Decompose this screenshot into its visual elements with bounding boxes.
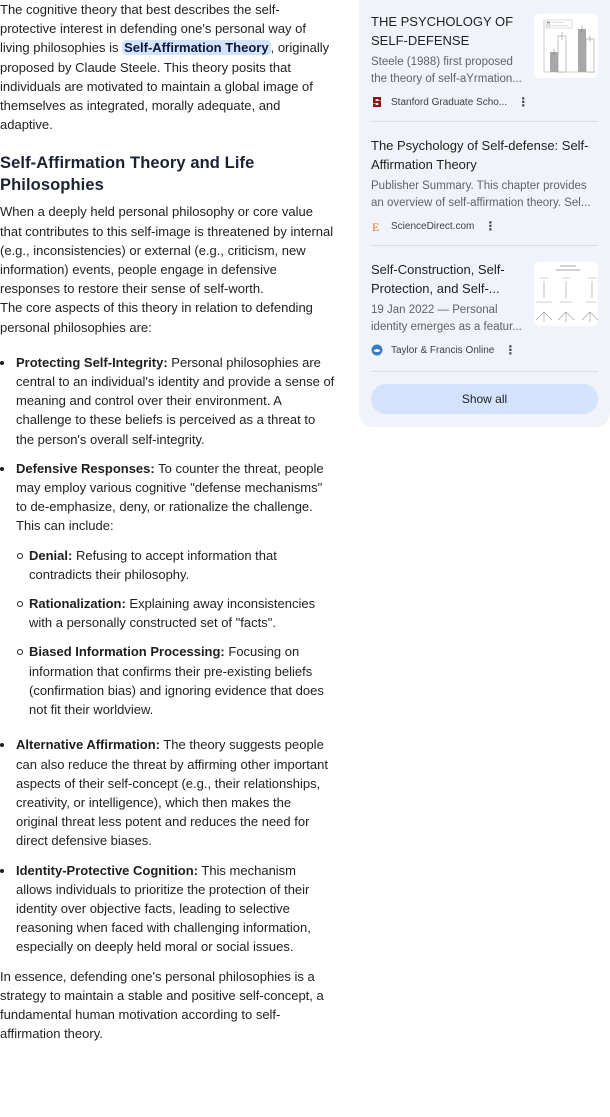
list-item: Identity-Protective Cognition: This mechanism allows individuals to prioritize the protection of their identity over objective facts, leading to selective reasoning when faced with challenging information, especially on deeply held moral or social issues. xyxy=(0,861,335,957)
source-snippet: Publisher Summary. This chapter provides xyxy=(371,180,587,192)
source-card[interactable] xyxy=(371,246,598,372)
sub-list-item: Biased Information Processing: Focusing on information that confirms their pre-existing beliefs (confirmation bias) and ignoring evidence that does not fit their worldview. xyxy=(16,642,335,719)
source-snippet: Steele (1988) first proposed xyxy=(371,56,513,68)
source-title[interactable]: THE PSYCHOLOGY OF SELF-DEFENSE xyxy=(371,14,514,48)
highlighted-term[interactable]: Self-Affirmation Theory xyxy=(124,40,269,56)
source-name: Taylor & Francis Online xyxy=(391,344,495,356)
source-snippet: an overview of self-affirmation theory. Sel... xyxy=(371,197,591,209)
show-all-button[interactable]: Show all xyxy=(371,384,598,414)
section-heading: Self-Affirmation Theory and Life Philosophies xyxy=(0,154,255,195)
aspects-list xyxy=(0,353,335,957)
elsevier-icon xyxy=(371,220,383,232)
sub-list-item: Rationalization: Explaining away inconsistencies with a personally constructed set of "facts". xyxy=(16,594,335,632)
more-options-icon[interactable]: ⋮ xyxy=(484,219,497,233)
stanford-icon xyxy=(371,96,383,108)
source-title[interactable]: The Psychology of Self-defense: Self-Affirmation Theory xyxy=(371,138,589,172)
list-item: Defensive Responses: To counter the threat, people may employ various cognitive "defense mechanisms" to de-emphasize, deny, or rationalize the challenge. This can include: Denial: Refusing to accept information that contradicts their philosophy. Rationalization: Explaining away inconsistencies with a personally constructed set of "facts". Biased Information Processing: Focusing on information that confirms their pre-existing beliefs (confirmation bias) and ignoring evidence that does not fit their worldview. xyxy=(0,459,335,719)
list-item: Alternative Affirmation: The theory suggests people can also reduce the threat by affirming other important aspects of their self-concept (e.g., their relationships, creativity, or intelligence), which then makes the original threat less potent and reduces the need for direct defensive biases. xyxy=(0,735,335,850)
source-title[interactable]: Self-Construction, Self-Protection, and Self-... xyxy=(371,262,505,296)
source-card[interactable] xyxy=(371,122,598,246)
intro-paragraph: The cognitive theory that best describes the self-protective interest in defending one's personal way of living philosophies is Self-Affirmation Theory , originally proposed by Claude Steele. This theory posits that individuals are motivated to maintain a global image of themselves as integrated, morally adequate, and adaptive. xyxy=(0,2,330,133)
sub-list-item: Denial: Refusing to accept information that contradicts their philosophy. xyxy=(16,546,335,584)
source-snippet: identity emerges as a featur... xyxy=(371,321,522,333)
bar-chart-thumbnail[interactable] xyxy=(534,14,598,78)
source-name: Stanford Graduate Scho... xyxy=(391,96,508,108)
paragraph: The core aspects of this theory in relation to defending personal philosophies are: xyxy=(0,300,313,335)
more-options-icon[interactable]: ⋮ xyxy=(504,343,517,357)
paragraph: When a deeply held personal philosophy or core value that contributes to this self-image is threatened by internal (e.g., inconsistencies) or external (e.g., criticism, new information) events, people engage in defensive responses to restore their sense of self-worth. xyxy=(0,204,334,297)
source-card[interactable] xyxy=(371,0,598,122)
sources-panel xyxy=(359,0,610,427)
source-snippet: the theory of self-aYrmation... xyxy=(371,73,522,85)
svg-text:E: E xyxy=(372,220,380,232)
source-name: ScienceDirect.com xyxy=(391,220,475,232)
defense-mechanisms-list xyxy=(16,546,335,720)
list-item: Protecting Self-Integrity: Personal philosophies are central to an individual's identity and provide a sense of meaning and control over their environment. A challenge to these beliefs is perceived as a threat to the person's overall self-integrity. xyxy=(0,353,335,449)
more-options-icon[interactable]: ⋮ xyxy=(517,95,530,109)
source-snippet: 19 Jan 2022 — Personal xyxy=(371,304,498,316)
diagram-thumbnail[interactable] xyxy=(534,262,598,326)
taylor-francis-icon xyxy=(371,344,383,356)
conclusion-paragraph: In essence, defending one's personal philosophies is a strategy to maintain a stable and positive self-concept, a fundamental human motivation according to self-affirmation theory. xyxy=(0,968,324,1042)
